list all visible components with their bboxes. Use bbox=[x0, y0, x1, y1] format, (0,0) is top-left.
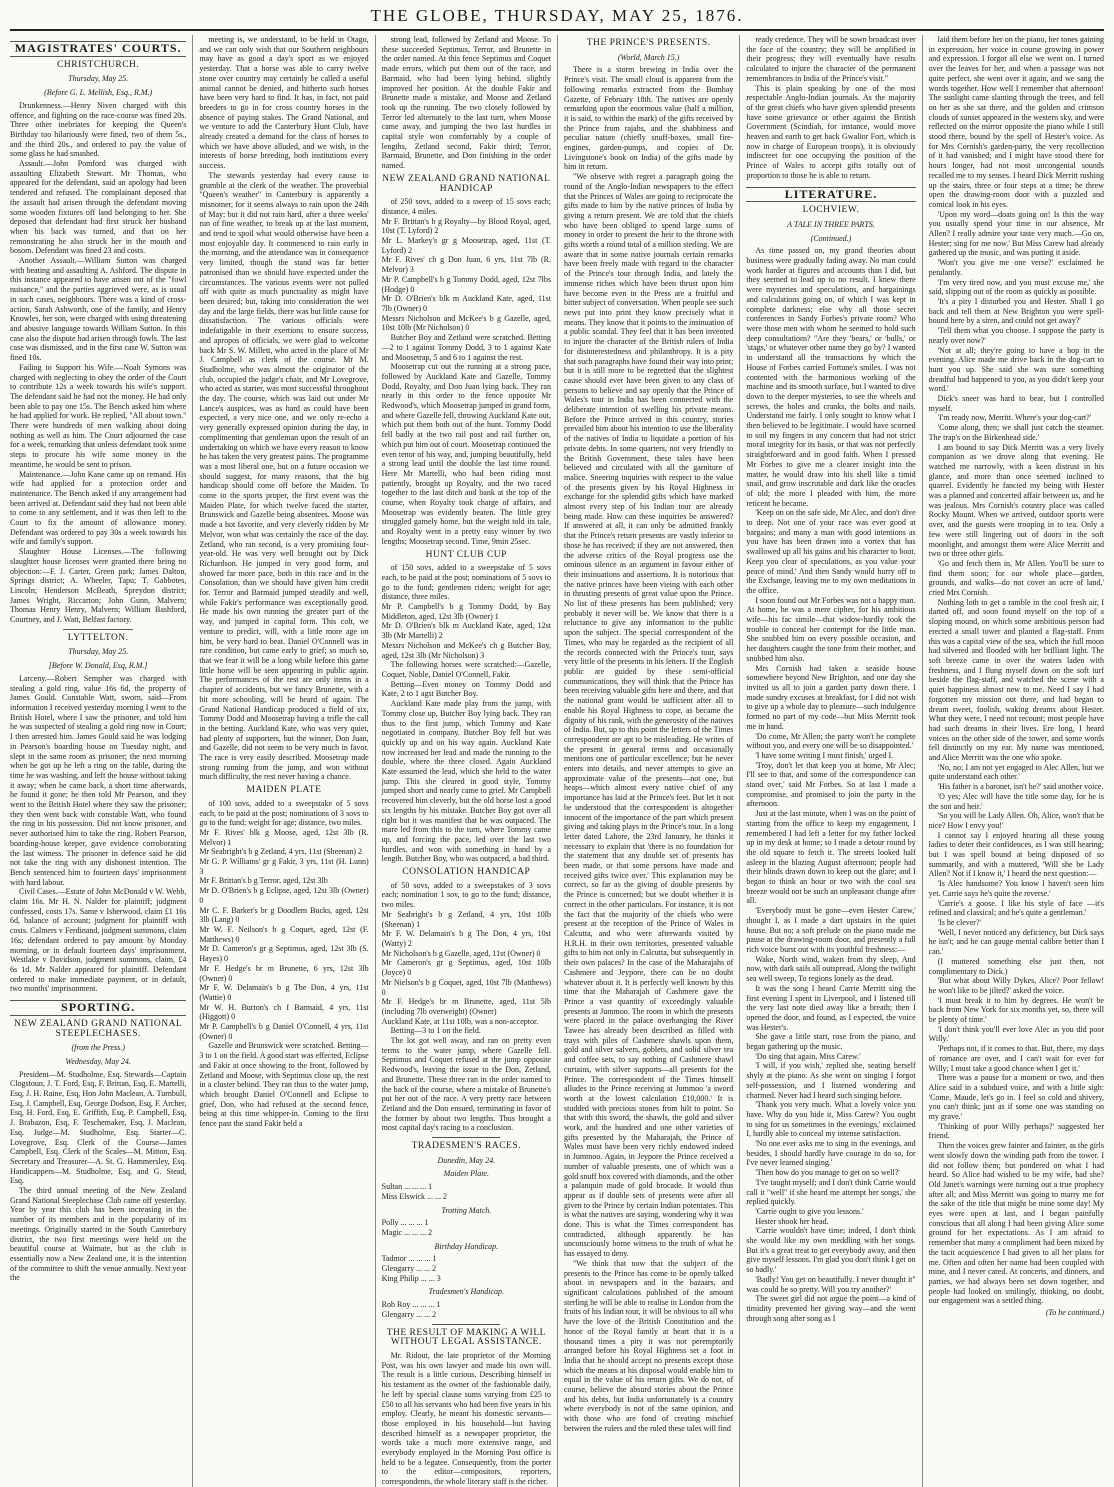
paragraph: Auckland Kate made play from the jump, with Tommy close up, Butcher Boy lying back. They ran thus to the first jump, which Tommy and Kate negotiated in company. Butcher Boy fell but was quickly up and on his way again. Auckland Kate now increased her lead and made the running to the double, where the three closed. Again Auckland Kate assumed the lead, which she held to the water jump. This she cleared in good style, Tommy jumped short and nearly came to grief. Mr Campbell recovered him cleverly, but the old horse lost a good six lengths by his mistake. Butcher Boy got over all right but it was manifest that he was outpaced. The mare led from this to the turn, where Tommy came up, and forcing the pace, led over the last two hurdles, and won with something in hand by a length. Butcher Boy, who was outpaced, a bad third. bbox=[381, 699, 551, 864]
divider bbox=[63, 629, 134, 630]
paragraph: 'Badly! You get on beautifully. I never thought it" was could be so pretty. Will you try another?' bbox=[746, 1274, 916, 1294]
paragraph: 'Thank you very much. What a lovely voice you have. Why do you hide it, Miss Carew? You ought to sing for us sometimes in the evenings,' exclaimed I, hardly able to conceal my intense satisfaction. bbox=[746, 1100, 916, 1139]
article-body bbox=[382, 333, 551, 546]
entry-line: Mr G. P. Williams' gr g Fakir, 3 yrs, 11st (H. Lunn) 3 bbox=[199, 857, 369, 876]
entry-line: Mr Nicholson's b g Gazelle, aged, 11st (Owner) 0 bbox=[381, 948, 541, 958]
source-note: (from the Press.) bbox=[71, 1043, 125, 1053]
paragraph: She gave a little start, rose from the piano, and began gathering up the music. bbox=[746, 1032, 916, 1052]
continued-note: (Continued.) bbox=[810, 233, 852, 243]
article-body bbox=[929, 35, 1104, 1306]
entry-line: Mr Seabright's b g Zetland, 4 yrs, 10st 10lb (Sheenan) 1 bbox=[381, 909, 551, 929]
byline: (Before G. L. Mellish, Esq., R.M.) bbox=[44, 88, 153, 98]
article-body bbox=[10, 101, 186, 625]
paragraph: Betting—3 to 1 on the field. bbox=[390, 1026, 481, 1036]
paragraph: I cannot say I enjoyed hearing all these young ladies to deter their confidences, as I was still hearing; but I was spell bound at being disposed of so summarily, and with a muttered, 'Will she be Lady Allen? Not if I know it,' I heard the next question:— bbox=[928, 830, 1104, 879]
paragraph: I am bound to say Dick Merritt was a very lively companion as we drove along that evening. He watched me narrowly, with a keen distrust in his glance, and more than once seemed inclined to quarrel. Evidently he fancied my being with Hester was a planned and concerted affair between us, and he was jealous. Mrs Cornish's country place was called Rocky Mount. When we arrived, outdoor sports were over, and the guests were trooping in to tea. Only a few were still lingering out of doors in the soft moonlight, and amongst them were Alice Merritt and two or three other girls. bbox=[928, 442, 1104, 559]
subheading: NEW ZEALAND GRAND NATIONAL STEEPLECHASES. bbox=[14, 1018, 183, 1039]
paragraph: It was the song I heard Carrie Merritt sing the first evening I spent in Liverpool, and I listened till the very last note died away like a breath; then I opened the door, and found, as I expected, the voice was Hester's. bbox=[746, 983, 916, 1032]
entry-line: Magic ... ... ... 2 bbox=[381, 1227, 433, 1237]
paragraph: 'Well, I never noticed any deficiency, but Dick says he isn't; and he can gauge mental calibre better than I can.' bbox=[928, 927, 1104, 957]
entry-line: Messrs Nicholson and McKee's ch g Butcher Boy, aged, 12st 3lb (Mr Nicholson) 3 bbox=[381, 640, 551, 660]
paragraph: 'Won't you give me one verse?' exclaimed he petulantly. bbox=[928, 258, 1104, 277]
entry-line: Mr F. Brittan's b g Terror, aged, 12st 3lb bbox=[199, 876, 328, 886]
article-body bbox=[10, 1070, 186, 1283]
paragraph: 'No one ever asks me to sing in the evenings, and besides, I should hardly have courage to do so, for I've never learned singing.' bbox=[746, 1139, 916, 1168]
column-1 bbox=[10, 35, 192, 1487]
byline: [Before W. Donald, Esq, R.M.] bbox=[48, 661, 148, 671]
article-body bbox=[199, 35, 368, 782]
paragraph: 'No, no; I am not yet engaged to Alec Allen, but we quite understand each other.' bbox=[928, 762, 1104, 782]
entry-line: Mr F. Hedge's br m Brunette, aged, 11st 5lb (including 7lb overweight) (Owner) bbox=[381, 997, 551, 1016]
paragraph: Assault.—John Pomford was charged with assaulting Elizabeth Stewart. Mr Thomas, who appeared for the defendant, said an apology had been tendered and refused. The complainant deposed that the assault had arisen through the defendant moving some wooden fixtures off land belonging to her. She deposed that defendant had first struck her husband when his back was turned, and that on her remonstrating he also struck her in the mouth and bosom. Defendant was fined 23 and costs. bbox=[10, 159, 187, 256]
paragraph: Mrs Cornish had taken a seaside house somewhere beyond New Brighton, and one day she invited us all to join a garden party down there. I made sundry excuses at breakfast, for I did not wish to give up a whole day to pleasure—such indulgence formed no part of my code—but Miss Merritt took me in hand. bbox=[746, 663, 916, 731]
race-entries bbox=[199, 828, 368, 1041]
article-body bbox=[382, 660, 551, 864]
article-heading: THE PRINCE'S PRESENTS. bbox=[586, 38, 711, 48]
race-entries bbox=[382, 217, 551, 333]
paragraph: The lot got well away, and ran on pretty even terms to the water jump, where Gazelle fell. Septimus and Coquet refused at the jump opposite Redwood's, leaving the issue to the Don, Zetland, and Brunette. These three ran in the order named to the back of the course, where a mistake of Brunette's put her out of the race. A very pretty race between Zetland and the Don ensued, terminating in favor of the former by about two lengths. Thus brought a most capital day's racing to a conclusion. bbox=[381, 1036, 551, 1133]
paragraph: Mr. Ridout, the late proprietor of the Morning Post, was his own lawyer and made his own will. The result is a little curious. Describing himself in his testament as the owner of the fashionable daily, he left by special clause sums varying from £25 to £50 to all his servants who had been five years in his employ. Clearly, he meant his domestic servants—those employed in his household—but having described himself as a newspaper proprietor, the words take a much more extensive range, and everybody employed in the Morning Post office is held to be a legatee. Consequently, from the porter to the editor—compositors, reporters, correspondents, the whole literary staff is the richer. bbox=[381, 1351, 551, 1487]
section-heading: SPORTING. bbox=[10, 1000, 186, 1016]
paragraph: 'I'm very tired now, and you must excuse me,' she said, slipping out of the room as quickly as possible. bbox=[928, 277, 1104, 297]
entry-line: Mr D. O'Brien's blk m Auckland Kate, aged, 12st 3lb (Mr Martelli) 2 bbox=[381, 621, 551, 641]
paragraph: Civil Cases.—Estate of John McDonald v W. Webb, claim 16s. Mr H. N. Nalder for plaintiff; judgment confessed, costs 17s. Same v Isherwood, claim £1 16s 6d, balance of account; judgment for plaintiff with costs. Calmers v Ferdinand, judgment summons, claim 16s; defendant ordered to pay amount by Monday morning, or in default fourteen days' imprisonment. Westlake v Davidson, judgment summons, claim, £4 6s 1d. Mr Nalder appeared for plaintiff. Defendant ordered to make immediate payment, or in default, two months' imprisonment. bbox=[10, 887, 187, 994]
paragraph: 'But what about Willy Dykes, Alice? Poor fellow! he won't like to be jilted?' asked the voice. bbox=[928, 976, 1104, 995]
column-4 bbox=[557, 35, 739, 1487]
paragraph: Just at the last minute, when I was on the point of starting from the office to keep my engagement, I remembered I had left a letter for my father locked up in my desk at home; so I made a detour round by the old square to fetch it. The streets looked half asleep in the blazing August afternoon; people had their blinds drawn down to keep out the glare; and I began to think an hour or two with the cool sea breeze would not be such an unpleasant change after all. bbox=[746, 809, 916, 906]
entry-line: Mr D. O'Brien's b g Eclipse, aged, 12st 3lb (Owner) 0 bbox=[199, 886, 369, 905]
race-results bbox=[382, 1254, 551, 1283]
paragraph: 'I've taught myself; and I don't think Carrie would call it "well" if she heard me attempt her songs,' she replied quickly. bbox=[746, 1177, 916, 1207]
paragraph: 'Carrie wouldn't have time; indeed, I don't think she would like my own meddling with her songs. But it's a great treat to get everybody away, and then give myself lessons. I'm glad you don't think I get on so badly.' bbox=[746, 1226, 916, 1275]
paragraph: Wake, North wind, waken from thy sleep, And now, with dark sails all outspread, Along the twilight sea well sweep, To regions lonely as the dead. bbox=[746, 954, 916, 984]
dateline: Dunedin, May 24. bbox=[437, 1155, 496, 1165]
entry-line: Mr F. Rives' blk g Moose, aged, 12st 3lb (R. Melvor) 1 bbox=[199, 827, 369, 847]
paragraph: 'His father is a baronet, isn't he?' said another voice. bbox=[937, 782, 1104, 792]
entry-line: Mr F. Rives' ch g Don Juan, 6 yrs, 11st 7lb (R. Melvor) 3 bbox=[381, 255, 551, 275]
paragraph: Dick's sneer was hard to bear, but I controlled myself. bbox=[928, 394, 1104, 413]
entry-line: Glengarry ... ... 2 bbox=[381, 1309, 437, 1319]
paragraph: 'Go and fetch them in, Mr Allen. You'll be sure to find them soon; for our whole place—garden, grounds, and walks—do not cover an acre of land,' cried Mrs Cornish. bbox=[928, 558, 1104, 598]
paragraph: Nothing loth to get a ramble in the cool fresh air, I darted off, and soon found myself on the top of a sloping mound, on which some ambitious person had erected a small tower and planted a flag-staff. From this was a capital view of the sea, which the full moon had silvered and flooded with her brilliant light. The soft breeze came in over the waters laden with freshness, and I flung myself down on the soft turf beside the flag-staff, and watched the scene with a quiet happiness almost new to me. Need I say I had forgotten my mission out there, and had began to dream sweet, foolish, waking dreams about Hester. What they were, I need not recount; most people have had such dreams in their lives. Ere long, I heard voices on the other side of the tower, and some words fell distinctly on my ear. My name was mentioned, and Alice Merritt was the one who spoke. bbox=[928, 597, 1104, 763]
paragraph: As time passed on, my grand theories about business were gradually fading away. No man could work harder at figures and accounts than I did, but they seemed to lead up to no result. I knew there were mysteries and speculations, and bargainings and calculations going on, of which I was kept in complete darkness; else why all those secret conferences in Sandy Forbes's private room? Who were those men with whom he seemed to hold such deep consultations? "Are they 'bears,' or 'bulls,' or 'stags,' or whatever other name they go by? I wanted to understand all the transactions by which the House of Forbes carried Fortune's smiles. I was not contented with the harmonious working of the machine and its smooth surface, but I wanted to dive down to the deeper mysteries, to see the wheels and screws, the holes and cranks, the bolts and nails. Understand me fairly. I only sought to know what I then believed to be legitimate. I would have scorned to soil my fingers in any concern that had not strict moral integrity for its basis, or that was not perfectly straightforward and in good faith. When I pressed Mr Forbes to give me a clearer insight into the matter, he would draw into his shell like a timid snail, and grow inscrutable and dark like the oracles of old; the more I pleaded with him, the more reticent he became. bbox=[746, 246, 916, 508]
section-heading: MAGISTRATES' COURTS. bbox=[10, 41, 186, 57]
article-body bbox=[746, 35, 915, 181]
paragraph: 'Thinking of poor Willy perhaps?' suggested her friend. bbox=[928, 1121, 1104, 1141]
column-3 bbox=[375, 35, 557, 1487]
section-heading: LITERATURE. bbox=[746, 187, 915, 203]
paragraph: Gazelle and Brunswick were scratched. Betting—3 to 1 on the field. A good start was effected, Eclipse and Fakir at once showing to the front, followed by Zetland and Moose, with Septimus close up, the rest in a cluster behind. They ran thus to the water jump, which brought Daniel O'Connell and Eclipse to grief, Don, who had refused at the second fence, being at this time whipper-in. Coming to the first fence past the stand Fakir held a bbox=[199, 1041, 369, 1129]
article-body bbox=[564, 65, 733, 1433]
paragraph: laid them before her on the piano, her tones gaining in expression, her voice in course growing in power and expression. I forgot all else we went on. I turned over the leaves for her, and when a passage was not quite perfect, she went over it again, and we sang the words together. How well I remember that afternoon! The sunlight came slanting through the trees, and fell on her as she sat there, and the golden and crimson clouds of sunset appeared in the western sky, and were reflected on the mirror opposite the piano while I still stood there, bound by the spell of Hester's voice. As for Mrs Cornish's garden-party, the very recollection of it had vanished; and I might have stood there for hours longer, had not most uncongenial sounds recalled me to my senses. I heard Dick Merritt rushing up the stairs, three or four steps at a time; he threw open the drawing-room door with a puzzled and comical look in his eyes. bbox=[928, 35, 1104, 209]
entry-line: Mr C. F. Barker's br g Doodlem Bucks, aged, 12st 3lb (Lang) 0 bbox=[199, 905, 369, 925]
newspaper-page bbox=[10, 6, 1104, 1487]
paragraph: 'I'm ready now, Merritt. Where's your dog-cart?' bbox=[937, 413, 1092, 423]
entry-line: Mr Nielson's b g Coquet, aged, 10st 7lb (Matthews) 0 bbox=[381, 977, 551, 997]
subheading: LYTTELTON. bbox=[67, 632, 129, 643]
paragraph: 'I don't think you'll ever love Alec as you did poor Willy.' bbox=[928, 1024, 1104, 1044]
entry-line: Mr D. Cameron's gr g Septimus, aged, 12st 3lb (S. Hayes) 0 bbox=[199, 944, 369, 964]
paragraph: 'Then how do you manage to get on so well?' bbox=[755, 1168, 900, 1178]
entry-line: Mr P. Campbell's b g Daniel O'Connell, 4 yrs, 11st (Owner) 0 bbox=[199, 1022, 369, 1041]
article-body bbox=[746, 246, 915, 1323]
paragraph: 'Come along, then; we shall just catch the steamer. The trap's on the Birkenhead side.' bbox=[928, 423, 1104, 442]
race-conditions: of 150 sovs, added to a sweepstake of 5 sovs each, to be paid at the post; nominations of 5 sovs to go to the fund; gentlemen riders; weight for age; distance, three miles. bbox=[381, 563, 551, 602]
paragraph: 'I must break it to him by degrees. He won't be back from New York for six months yet, so, there will be plenty of time.' bbox=[928, 995, 1104, 1025]
paragraph: Betting—Even money on Tommy Dodd and Kate, 2 to 1 agst Butcher Boy. bbox=[381, 679, 551, 699]
paragraph: Butcher Boy and Zetland were scratched. Betting—2 to 1 against Tommy Dodd, 3 to 1 against Kate and Moosetrap, 5 and 6 to 1 against the rest. bbox=[381, 333, 551, 362]
paragraph: The third annual meeting of the New Zealand Grand National Steeplechase Club came off yesterday. Year by year this club has been increasing in the number of its members and in the popularity of its meetings. Originally started in the South Canterbury district, the two first meetings were held on the beautiful course at Waimate, but as the club is essentially now a New Zealand one, it is the intention of the committee to shift the venue annually. Next year the bbox=[10, 1186, 187, 1283]
race-results bbox=[382, 1218, 551, 1237]
article-body bbox=[382, 1351, 551, 1487]
entry-line: Mr F. W. Delamain's b g The Don, 4 yrs, 10st (Watty) 2 bbox=[381, 929, 551, 948]
race-title: NEW ZEALAND GRAND NATIONAL HANDICAP bbox=[382, 173, 551, 194]
article-body bbox=[382, 1026, 551, 1133]
paragraph: Larceny.—Robert Sempher was charged with stealing a gold ring, value 16s 6d, the property of James Gould. Constable Watt, sworn, said—From information I received yesterday morning I went to the British Hotel, where I saw the prisoner, and told him he was suspected of stealing a gold ring now in Court; I then arrested him. James Gould said he was lodging in Pearson's boarding house on Tuesday night, and slept in the same room as prisoner; the next morning when he got up he left a ring on the table, during the time he was washing, and left the house without taking it away; when he came back, a short time afterwards, he found it gone; he then told Mr Pearson, and they went to the British Hotel where they saw the prisoner; they then went back with constable Watt, who found the ring in his possession. Did not know prisoner, and never authorised him to take the ring. Robert Pearson, boarding-house keeper, gave evidence corroborating the last witness. The prisoner in defence said he did not take the ring with any dishonest intention. The Bench sentenced him to fourteen days' imprisonment with hard labour. bbox=[10, 673, 187, 887]
paragraph: 'Is he clever?' bbox=[937, 917, 981, 927]
paragraph: "We observe with regret a paragraph going the round of the Anglo-Indian newspapers to the effect that the Princes of Wales are going to reciprocate the gifts made to him by the native princes of India by giving a return present. We are told that the chiefs who have been obliged to spend large sums of money in order to present the heir to the throne with gifts worth a round total of a million sterling. We are aware that in some native journals certain remarks have been freely made with regard to the character of the Prince's tour through India, and lately the immense riches which have been thrust upon him have become even in the Press are a fruitful and bitter subject of conversation. When people see such news put into print they know precisely what it means. They know that it points to the insinuation of a public scandal. They feel that it has been invented to injure the character of the British rulers of India for disinterestedness and philanthropy. It is a pity that such paragraphs have found their way into print; but it is still more to be regretted that the slightest cause should ever have been given to any class of persons to believe and say openly that the Prince of Wales's tour in India has been connected with the deliberate intention of swelling his private means. Before the Prince arrived in this country, stories prevailed him about his intention to use the liberality of the natives of India to liquidate a portion of his private debts. In some quarters, not very friendly to the British Government, these tales have been believed and circulated with all the garniture of malice. Sneering inquiries with respect to the value of the presents given by his Royal Highness in exchange for the splendid gifts which have marked almost every step of his Indian tour are already being made. How can these inquiries be answered? If answered at all, it can only be admitted frankly that the Prince's return presents are vastly inferior to those he has received; if they are not answered, then the adverse critics of the Royal progress use the ominous silence as an argument in favour either of their insinuations and assertions. It is notorious that the native princes have been vieing with each other in thrusting presents of great value upon the Prince. No list of these presents has been published; very probably it never will be. We know that there is a reluctance to give any information to the public upon the subject. The special correspondent of the Times, who may be regarded as the recipient of all the records connected with the Prince's tour, says very little of the presents in his letters. If the English public are guided by these semi-official communications, they will think that the Prince has been receiving valuable gifts here and there, and that the national grant would be sufficient after all to enable his Royal Highness to cope, as became the dignity of his rank, with the generosity of the natives of India. But, up to this point the letters of the Times correspondent are apt to be misleading. He writes of the present in general terms and occasionally mentions one of particular excellence; but he never enters into details, and never attempts to give an approximate value of the presents—not one, but heaps—which almost every native chief of any importance has laid at the Prince's feet. But let it not be understood that the correspondent is altogether innocent of the importance of the part which present giving and taking plays in the Prince's tour. In a long letter dated Lahore, the 23rd January, he thinks it necessary to explain that 'there is no foundation for the statement that any double set of presents has been made, or that some persons have made and received gifts twice over.' This explanation may be correct, so far as the giving of double presents by the Prince is concerned; but we doubt whether it is correct in the other particulars. For instance, it is not the fact that the majority of the chiefs who were present at the reception of the Prince of Wales in Calcutta, and who were afterwards visited by H.R.H. in their own territories, presented valuable gifts to him not only in Calcutta, but subsequently in their own palaces? In the case of the Maharajahs of Cashmere and Jeypore, there can be no doubt whatever about it. It is perfectly well known by this time that the Maharajah of Cashmere gave the Prince a vast quantity of exceedingly valuable presents at Jummoo. The room in which the presents were placed in the palace overhanging the River Tawee has already been described as filled with trays with piles of Cashmere shawls upon them, gold and silver salvers, goblets, and solid silver tea and coffee sets, to say nothing of Cashmere shawl curtains, with silver supports—all presents for the Prince. The correspondent of the Times himself alludes to the Prince receiving at Jummoo 'a sword worth at the lowest calculation £10,000.' It is studded with precious stones from hilt to point. So that with this sword, the shawls, the gold and silver work, and the hundred and one other varieties of gifts presented by the Maharajah, the Prince of Wales must have been very richly endowed indeed in Jummoo. Again, in Jeypore the Prince received a number of valuable presents, one of which was a gold snuff box covered with diamonds, and the other a palanquin made of gold brocade. It would thus appear as if double sets of presents were after all given to the Prince by certain Indian potentates. This is what the natives are saying, wondering why it was done. This is what the Times correspondent has contradicted, although apparently he has unconsciously borne witness to the truth of what he has essayed to deny. bbox=[563, 172, 734, 1259]
paragraph: 'It's a pity I disturbed you and Hester. Shall I go back and tell them at New Brighton you were spell-bound here by a siren, and could not get away?' bbox=[928, 296, 1104, 326]
paragraph: 'Do come, Mr Allen; the party won't be complete without you, and every one will be so disappointed.' bbox=[746, 731, 916, 751]
divider bbox=[432, 1137, 500, 1138]
dateline: Thursday, May 25. bbox=[68, 647, 129, 657]
article-body bbox=[10, 674, 186, 994]
to-be-continued: (To be continued.) bbox=[1045, 1308, 1104, 1318]
entry-line: Mr Seabright's b g Zetland, 4 yrs, 11st (Sheenan) 2 bbox=[199, 847, 362, 857]
paragraph: 'So you will be Lady Allen. Oh, Alice, won't that be nice? How I envy you!' bbox=[928, 811, 1104, 830]
paragraph: Moosetrap cut out the running at a strong pace, followed by Auckland Kate and Gazelle, Tommy Dodd, Royalty, and Don Juan lying back. They ran nearly in this order to the fence opposite Mr Redwood's, which Moosetrap jumped in grand form, and where Gazelle fell, throwing Auckland Kate out, which put them both out of the hunt. Tommy Dodd fell badly at the two rail post and rail further on, which put him out of court. Moosetrap continued the even tenor of his way, and, jumping beautifully, held a strong lead until the double the last time round. Here Mr Martelli, who had been riding most patiently, brought up Royalty, and the two raced together to the last ditch and bank at the top of the course, when Royalty took charge of affairs, and Moosetrap was evidently beaten. The little grey struggled gamely home, but the weight told its tale, and Royalty went in a pretty easy winner by two lengths; Moosetrap second. Time, 9min 25sec. bbox=[381, 362, 551, 546]
paragraph: This is plain speaking by one of the most respectable Anglo-Indian journals. As the majority of the great chiefs who have given splendid presents have some grievance or other against the British Government (Scindiah, for instance, would move heaven and earth to get back Gwalior Fort, which is now in charge of European troops), it is obviously indiscreet for one occupying the position of the Prince of Wales to accept gifts totally out of proportion to those he is able to return. bbox=[746, 83, 916, 180]
dateline: Thursday, May 25. bbox=[68, 74, 129, 84]
paragraph: The following horses were scratched:—Gazelle, Coquet, Noble, Daniel O'Connell, Fakir. bbox=[381, 660, 551, 679]
paragraph: "We think that now that the subject of the presents to the Prince has come to be openly talked about in newspapers and in the bazaars, and significant calculations published of the amount sterling he will be able to realise in London from the fruits of his Indian tour, it will be obvious to all who have the love of the British Constitution and the honor of the Royal family at heart that it is a thousand times a pity it was not peremptorily arranged before his Royal Highness set a foot in India that he should accept no presents except those which the means at his disposal would enable him to equal in the value of his return gifts. We do not, of course, believe the absurd stories about the Prince and his debts, but India unfortunately is a country where everybody is not of the same opinion, and with those who are fond of creating mischief between the rulers and the ruled these tales will find bbox=[563, 1258, 734, 1433]
article-body bbox=[199, 1041, 368, 1128]
entry-line: Mr Cameron's gr g Septimus, aged, 10st 10lb (Joyce) 0 bbox=[381, 958, 551, 978]
masthead: THE GLOBE, THURSDAY, MAY 25, 1876. bbox=[10, 6, 1104, 31]
paragraph: President—M. Studholme, Esq. Stewards—Captain Clogstoun, J. T. Ford, Esq, F. Brittan, Esq, E. Martelli, Esq, J. H. Raine, Esq, Hon John Maclean, A. Turnbull, Esq, J. Campbell, Esq, George Dodson, Esq, F. Archer, Esq, H. Ford, Esq, E. Griffith, Esq, P. Campbell, Esq, J. Brabazon, Esq, F. Teschemaker, Esq, J. Maclean, Esq. Judge—M. Studholme, Esq. Starter—C. Lovegrove, Esq. Clerk of the Course—James Campbell, Esq. Clerk of the Scales—M. Mitton, Esq. Secretary and Treasurer—A. St. G. Hammersley, Esq. Handicappers—M. Studholme, Esq, and G. Stead, Esq. bbox=[10, 1069, 187, 1186]
paragraph: Hester shook her head. bbox=[755, 1216, 829, 1226]
paragraph: 'Do sing that again, Miss Carew.' bbox=[755, 1051, 861, 1061]
race-title: Maiden Plate. bbox=[443, 1169, 489, 1179]
entry-line: Miss Elswick ... ... 2 bbox=[381, 1191, 447, 1201]
source-note: (World, March 15.) bbox=[617, 52, 680, 62]
entry-line: Mr F. W. Delamain's b g The Don, 4 yrs, 11st (Wattie) 0 bbox=[199, 983, 369, 1002]
paragraph: 'I will, if you wish,' replied she, seating herself shyly at the piano. As she went on singing I forgot self-possession, and I listened wondering and charmed. Never had I heard such singing before. bbox=[746, 1061, 916, 1100]
race-results bbox=[382, 1182, 551, 1201]
paragraph: 'Not at all; they're going to have a hop in the evening. Alice made me drive back in the dog-cart to hunt you up. She said she was sure something dreadful had happened to you, as you didn't keep your word.' bbox=[928, 345, 1104, 394]
column-2 bbox=[192, 35, 374, 1487]
entry-line: Messrs Nicholson and McKee's b g Gazelle, aged, 10st 10lb (Mr Nicholson) 0 bbox=[381, 313, 551, 333]
race-results bbox=[382, 1300, 551, 1319]
entry-line: Mr L. Markey's gr g Moosetrap, aged, 11st (T. Lyford) 2 bbox=[381, 236, 551, 255]
paragraph: Then the voices grew fainter and fainter, as the girls went slowly down the winding path from the tower. I did not follow them; but pondered on what I had heard. So Alice had wished to be my wife, had she? Old Janet's warnings were turning out a true prophecy after all; and Miss Merritt was going to marry me for the sake of the title that might be mine some day! My eyes were open at last, and I began painfully conscious that all along I had been giving Alice some ground for her expectations. As I am afraid to remember that many a compliment had been mixed by the tacit acquiescence I had given to all her plans for me. Often and often her name had been coupled with mine, and I never cared. At concerts, and dinners, and parties, we had always been set down together, and people had looked on smilingly, thinking, no doubt, our engagement was a settled thing. bbox=[928, 1141, 1104, 1306]
article-body bbox=[382, 35, 551, 171]
paragraph: There is a storm brewing in India over the Prince's visit. The small cloud is apparent from the following remarks extracted from the Bombay Gazette, of February 18th. The natives are openly remarking upon the enormous value (half a million, it is said, to within the mark) of the gifts received by the Prince from rajahs, and the shabbiness and peculiar nature (chiefly snuff-boxes, small fire-engines, garden-pumps, and copies of Dr. Livingstone's book on India) of the gifts made by him in return. bbox=[563, 65, 734, 172]
paragraph: I soon found out Mr Forbes was not a happy man. At home, he was a mere cipher, for his ambitious wife—his fac simile—that widow-hardly took the trouble to conceal her contempt for the little man. She snubbed him on every possible occasion, and her daughters caught the tone from their mother, and snubbed him also. bbox=[746, 595, 916, 663]
paragraph: The sweet girl did not argue the point—a kind of timidity prevented her giving way—and she went through song after song as I bbox=[746, 1294, 916, 1323]
paragraph: 'I have some writing I must finish,' urged I. bbox=[755, 750, 894, 760]
story-title: LOCHVIEW. bbox=[802, 205, 860, 216]
race-conditions: of 50 sovs, added to a sweepstakes of 3 sovs each; nomination 1 sov, to go to the fund; distance, two miles. bbox=[381, 880, 551, 910]
paragraph: 'Tell them what you choose. I suppose the party is nearly over now?' bbox=[928, 326, 1104, 345]
paragraph: strong lead, followed by Zetland and Moose. To these succeeded Septimus, Terror, and Brunette in the order named. At this fence Septimus and Coquet made errors, which put them out of the race, and Barmaid, who had been lying behind, slightly improved her position. At the double Fakir and Brunette made a mistake, and Moose and Zetland took up the running. The two closely followed by Terror led alternately to the last turn, when Moose came away, and jumping the two last hurdles in capital style won comfortably by a couple of lengths, Zetland second, Fakir third; Terror, Barmaid, Brunette, and Don finishing in the order named. bbox=[381, 35, 551, 171]
paragraph: 'Carrie ought to give you lessons.' bbox=[755, 1206, 864, 1216]
paragraph: (I muttered something else just then, not complimentary to Dick.) bbox=[928, 956, 1104, 976]
race-title: HUNT CLUB CUP bbox=[425, 549, 507, 560]
paragraph: Failing to Support his Wife.—Noah Symons was charged with neglecting to obey the order of the Court to contribute 12s a week towards his wife's support. The defendant said he had not the money. He had only been able to pay one 15s. The Bench asked him where he had applied for work. He replied, "All about town." There were hundreds of men walking about doing nothing as well as him. The Court adjourned the case for a week, remarking that unless defendant took some steps to procure his wife some money in the meantime, he would be sent to prison. bbox=[10, 362, 187, 469]
entry-line: Mr D. O'Brien's blk m Auckland Kate, aged, 11st 7lb (Owner) 0 bbox=[381, 294, 551, 313]
paragraph: The stewards yesterday had every cause to grumble at the clerk of the weather. The proverbial "Queen's weather" in Canterbury is apparently a misnomer, for it seems always to rain upon the 24th of May; but it did not rain hard, after a three weeks' run of fine weather, to break up at the last moment, and tend to spoil what would otherwise have been a most enjoyable day. It commenced to rain early in the morning, and the attendance was in consequence very limited, though the stand was far better patronised than we should have expected under the circumstances. The various events were not pulled off with quite as much punctuality as might have been desired; but, taking into consideration the wet day and the large fields, there was but little cause for dissatisfaction. The various officials were indefatigable in their exertions to ensure success, and apropos of officials, we were glad to welcome back Mr S. W. Millett, who acted in the place of Mr J. Campbell as clerk of the course. Mr M. Studholme, who was almost the originator of the club, occupied the judge's chair, and Mr Lovegrove, who acted as starter, was most successful throughout the day. The course, which was laid out under Mr Lance's auspices, was as hard as could have been expected, a very nice one, and we only re-echo a very generally expressed opinion during the day, in complimenting that gentleman upon the result of an undertaking on which we have every reason to know he has taken the very greatest pains. The programme was a most liberal one, but on a future occasion we should suggest, for many reasons, that the big handicap should come off before the Maiden. To come to the sports proper, the first event was the Maiden Plate, for which twelve faced the starter, Brunswick and Gazelle being absentees. Moose was made a hot favorite, and very cleverly ridden by Mr Melvor, won what was certainly the race of the day. Zetland, who ran second, is a very promising four-year-old. He was very well brought out by Dick Richardson. He jumped in very good form, and showed far more pace, both in this race and in the Consolation, than we should have given him credit for. Terror and Barmaid jumped steadily and well, while Fakir's performance was exceptionally good. He made his own running the greater part of the way, and jumped in capital form. This colt, we venture to predict, will, with a little more age on him, be very hard to beat. Daniel O'Connell was in rare condition, but came early to grief; so much so, that we fear it will be a long while before this game little horse will be seen appearing in public again. The performances of the rest are only items in a chapter of accidents, but we fancy Brunette, with a bit more schooling, will be heard of again. The Grand National Handicap produced a field of six, Tommy Dodd and Moosetrap having a trifle the call in the betting. Auckland Kate, who was very quiet, had plenty of supporters, but the winner, Don Juan, and Gazelle, did not seem to be very much in favor. The race is very easily described. Moosetrap made strong running from the jump, and won without much difficulty, the rest never having a chance. bbox=[199, 170, 369, 782]
entry-line: Mr W. F. Neilson's b g Coquet, aged, 12st (F. Matthews) 0 bbox=[199, 924, 369, 944]
entry-line: King Philip ... ... 3 bbox=[381, 1273, 441, 1283]
race-title: Tradesmen's Handicap. bbox=[428, 1287, 505, 1297]
article-heading: THE RESULT OF MAKING A WILL WITHOUT LEGAL ASSISTANCE. bbox=[386, 1327, 546, 1348]
paragraph: 'O yes; Alec will have the title some day, for he is the son and heir.' bbox=[928, 791, 1104, 811]
paragraph: 'Upon my word—doats going on! Is this the way you usually spend your time in our absence, Mr Allen? I really admire your taste very much.—Go on, Hester; sing for me now.' But Miss Carew had already gathered up the music, and was putting it aside. bbox=[928, 209, 1104, 258]
entry-line: Mr F. Brittan's b g Royalty—by Blood Royal, aged, 10st (T. Lyford) 2 bbox=[381, 216, 551, 236]
race-title: CONSOLATION HANDICAP bbox=[402, 867, 531, 878]
race-title: Trotting Match. bbox=[441, 1205, 492, 1215]
race-conditions: of 250 sovs, added to a sweep of 15 sovs each; distance, 4 miles. bbox=[381, 197, 551, 216]
race-title: MAIDEN PLATE bbox=[246, 785, 322, 796]
paragraph: There was a pause for a moment or two, and then Alice said in a subdued voice, and with a little sigh: 'Come, Maude, let's go in. I feel so cold and shivery, you can't think; just as if some one was standing on my grave.' bbox=[928, 1073, 1104, 1122]
entry-line: Mr P. Campbell's b g Tommy Dodd, by Bay Middleton, aged, 12st 3lb (Owner) 1 bbox=[381, 602, 551, 621]
paragraph: ready credence. They will be sown broadcast over the face of the country; they will be amplified in their progress; they will eventually have results calculated to injure the character of the permanent remembrances in India of the Prince's visit." bbox=[746, 35, 916, 83]
divider bbox=[432, 1324, 500, 1325]
column-6 bbox=[922, 35, 1104, 1487]
race-entries bbox=[382, 910, 551, 1026]
column-5 bbox=[739, 35, 921, 1487]
entry-line: Sultan ... ... ... 1 bbox=[381, 1182, 433, 1192]
paragraph: meeting is, we understand, to be held in Otago, and we can only wish that our Southern neighbours may have as good a day's sport as we enjoyed yesterday. That a horse was able to carry twelve stone over country may certainly be called a useful animal cannot be denied, and hitherto such horses have been very hard to find. It has, in fact, not paid breeders to go in for cross country horses in the absence of paying stakes. The Grand National, and we venture to add the Canterbury Hunt Club, have already created a demand for the class of horses to which we have above alluded, and we wish, in the interests of horse breeding, both institutions every success. bbox=[199, 35, 369, 171]
section-heading: TRADESMEN'S RACES. bbox=[411, 1141, 522, 1152]
entry-line: Tadmor ... ... ... 1 bbox=[381, 1254, 437, 1264]
entry-line: Glengarry ... ... 2 bbox=[381, 1264, 437, 1274]
entry-line: Mr F. Hedge's br m Brunette, 6 yrs, 12st 3lb (Owner) 0 bbox=[199, 963, 369, 983]
entry-line: Mr W. H. Burton's ch f Barmaid, 4 yrs, 11st (Higgott) 0 bbox=[199, 1002, 369, 1022]
entry-line: Polly ... ... ... 1 bbox=[381, 1218, 429, 1228]
paragraph: 'Perhaps not, if it comes to that. But, there, my days of romance are over, and I can't wait for ever for Willy; I must take a good chance when I get it.' bbox=[928, 1044, 1104, 1073]
paragraph: 'Everybody must be gone—even Hester Carew,' thought I, as I made a dart upstairs in the quiet house. But no; a soft prelude on the piano made me pause at the drawing-room door, and presently a full rich voice burst out with its youthful freshness:— bbox=[746, 906, 916, 954]
subheading: CHRISTCHURCH. bbox=[57, 59, 140, 70]
paragraph: Slaughter House Licenses.—The following slaughter house licenses were granted there being no objection:—F. J. Carter, Green park; James Dalton, Springs district; A. Wheeler, Tapu; T. Gabbotes, Lincoln; Henderson McBeath, Spreydon district; James Wright, Riccarton; John Gunn, Malvern; Thomas Henry Henry, Malvern; William Bashford, Courtney, and J. Watt, Belfast factory. bbox=[10, 547, 187, 625]
entry-line: Rob Roy ... ... ... 1 bbox=[381, 1300, 441, 1310]
paragraph: Drunkenness.—Henry Niven charged with this offence, and fighting on the race-course was fined 20s. Three other inebriates for keeping the Queen's Birthday too hilariously were fined, two of them 5s., and the third 20s., and ordered to pay the value of some glass he had smashed. bbox=[10, 100, 187, 159]
story-subtitle: A TALE IN THREE PARTS. bbox=[787, 219, 875, 229]
race-title: Birthday Handicap. bbox=[434, 1241, 499, 1251]
entry-line: Mr P. Campbell's b g Tommy Dodd, aged, 12st 7lbs (Hodge) 0 bbox=[381, 274, 551, 294]
paragraph: Another Assault.—William Sutton was charged with beating and assaulting A. Ashford. The dispute in this instance appeared to have arisen out of the "fowl nuisance," and the parties aggrieved were, as is usual in such cases, neighbours. There was a kind of cross-action, Sarah Ashworth, one of the family, and Henry Knowles, her son, were charged with using threatening and abusive language towards William Sutton. In this case also the dispute had arisen through fowls. The last case was dismissed, and in the first case W. Sutton was fined 10s. bbox=[10, 256, 187, 363]
dateline: Wednesday, May 24. bbox=[65, 1056, 131, 1066]
columns bbox=[10, 35, 1104, 1487]
paragraph: 'Is Alec handsome? You know I haven't seen him yet. Carrie says he's quite the reverse.' bbox=[928, 879, 1104, 898]
paragraph: 'Carrie's a goose. I like his style of face —it's refined and classical; and he's quite a gentleman.' bbox=[928, 898, 1104, 918]
race-conditions: of 100 sovs, added to a sweepstake of 5 sovs each, to be paid at the post; nominations of 3 sovs to go to the fund; weight for age; distance, two miles. bbox=[199, 798, 369, 828]
paragraph: 'Keep on on the safe side, Mr Alec, and don't dive to deep. Not one of your race was ever good at bargains; and many a man with good intentions as you have has been drawn into a vortex that has swallowed up all his gains and his character to boot. Keep you clear of speculations, as you value your peace of mind.' And then Sandy would hurry off to the Exchange, leaving me to my own meditations in the office. bbox=[746, 508, 916, 595]
entry-line: Auckland Kate, at 11st 10lb, was a non-acceptor. bbox=[381, 1016, 539, 1026]
paragraph: Maintenance.—John Kane came up on remand. His wife had applied for a protection order and maintenance. The Bench asked if any arrangement had been arrived at. Defendant said they had not been able to come to any settlement, and it was then left to the Court to fix the amount of allowance money. Defendant was ordered to pay 30s a week towards his wife and family's support. bbox=[10, 469, 187, 547]
paragraph: 'Troy, don't let that keep you at home, Mr Alec; I'll see to that, and some of the correspondence can stand over,' said Mr Forbes. So at last I made a compromise, and promised to join the party in the afternoon. bbox=[746, 760, 916, 809]
race-entries bbox=[382, 602, 551, 660]
